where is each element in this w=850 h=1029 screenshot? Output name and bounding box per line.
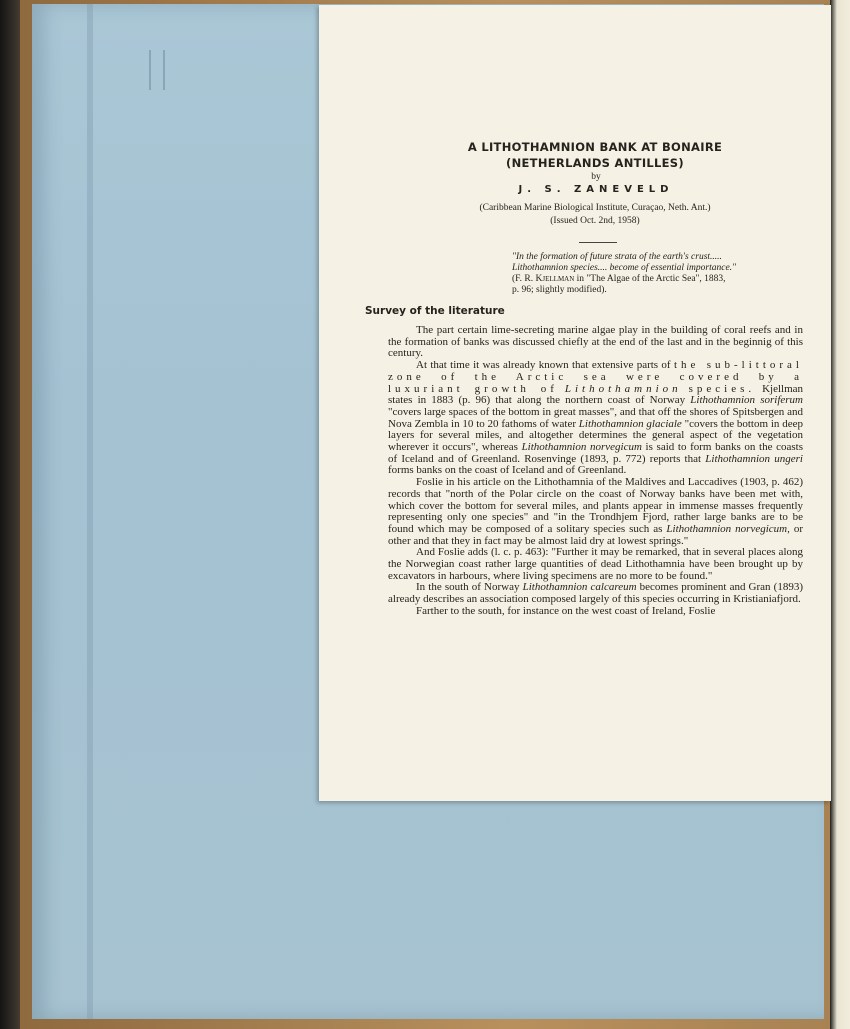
paragraph-2-spaced-end: species. — [688, 382, 756, 395]
paragraph-2 — [388, 360, 803, 477]
paragraph-3-text: Foslie in his article on the Lithothamnia of the Maldives and Laccadives (1903, p. 462) records that "north of the Polar circle on the coast of Norway banks have been met with, which cover the bottom for several miles, and plants appear in immense masses frequently representing only one species" and "in the Trondhjem Fjord, rather large banks are to be found which may be composed of a solitary species such as — [388, 476, 803, 535]
section-heading: Survey of the literature — [365, 305, 505, 317]
paragraph-2-text: forms banks on the coast of Iceland and of Greenland. — [388, 464, 627, 477]
paragraph-2-text: "covers the bottom in deep layers for several miles, and altogether determines the general aspect of the vegetation wherever it occurs", whereas — [388, 417, 803, 454]
issue-date: (Issued Oct. 2nd, 1958) — [550, 216, 640, 226]
article-title-line-2: (NETHERLANDS ANTILLES) — [506, 156, 684, 170]
paragraph-2-text: is said to form banks on the coasts of Iceland and of Greenland. Rosenvinge (1893, p. 772) reports that — [388, 441, 803, 465]
species-name: Lithothamnion glaciale — [578, 417, 682, 430]
paragraph-1: The part certain lime-secreting marine algae play in the building of coral reefs and in the formation of banks was discussed chiefly at the end of the last and in the beginnig of this century. — [388, 324, 803, 360]
staple-marks — [149, 50, 165, 90]
species-name: Lithothamnion soriferum — [690, 394, 803, 407]
species-name: Lithothamnion calcareum — [522, 581, 637, 594]
species-name: Lithothamnion ungeri — [705, 452, 803, 465]
article-header — [319, 139, 831, 228]
article-body — [388, 325, 803, 618]
sheet-fold-edge — [87, 4, 93, 1019]
paragraph-2-text: Kjellman states in 1883 (p. 96) that along the northern coast of Norway — [388, 382, 804, 407]
author-affiliation: (Caribbean Marine Biological Institute, Curaçao, Neth. Ant.) — [479, 203, 711, 213]
paragraph-5-text: becomes prominent and Gran (1893) already describes an association composed largely of this species occurring in Kristianiafjord. — [388, 581, 803, 606]
paragraph-4: And Foslie adds (l. c. p. 463): "Further it may be remarked, that in several places along the Norwegian coast rather large quantities of dead Lithothamnia have been brought up by excavators in harbours, where living specimens are no more to be found." — [388, 546, 803, 582]
byline-by: by — [591, 172, 601, 182]
divider-rule — [579, 242, 617, 243]
citation-author: Kjellman — [535, 274, 575, 284]
paragraph-2-text: "covers large spaces of the bottom in great masses", and that off the shores of Spitsbergen and Nova Zembla in 10 to 20 fathoms of water — [388, 405, 803, 430]
paragraph-3-text: or other and that they in fact may be almost laid dry at lowest springs." — [388, 522, 803, 547]
paragraph-6: Farther to the south, for instance on the west coast of Ireland, Foslie — [416, 604, 716, 617]
citation-open: (F. R. — [512, 274, 536, 284]
paragraph-5-text: In the south of Norway — [416, 581, 523, 594]
epigraph-citation — [512, 274, 808, 285]
species-name: Lithothamnion norvegicum — [521, 441, 642, 454]
author-name: J. S. ZANEVELD — [518, 184, 674, 195]
paragraph-5 — [388, 582, 803, 605]
paragraph-2-genus: Lithothamnion — [564, 382, 682, 395]
epigraph-citation-line-2: p. 96; slightly modified). — [512, 285, 607, 295]
paragraph-3 — [388, 477, 803, 547]
next-page-edge — [830, 0, 850, 1029]
epigraph-quote-line-1: "In the formation of future strata of the earth's crust..... — [512, 252, 722, 262]
epigraph — [512, 252, 808, 296]
article-title-line-1: A LITHOTHAMNION BANK AT BONAIRE — [467, 140, 723, 154]
article-page — [319, 5, 831, 801]
citation-source: in "The Algae of the Arctic Sea", 1883, — [574, 274, 726, 284]
paragraph-2-text: At that time it was already known that extensive parts of — [416, 359, 674, 372]
epigraph-quote-line-2: Lithothamnion species.... become of essential importance." — [512, 263, 737, 273]
species-name: Lithothamnion norvegicum, — [666, 522, 790, 535]
paragraph-2-spaced-text: the sub-littoral zone of the Arctic sea were covered by a luxuriant growth of — [388, 359, 803, 395]
